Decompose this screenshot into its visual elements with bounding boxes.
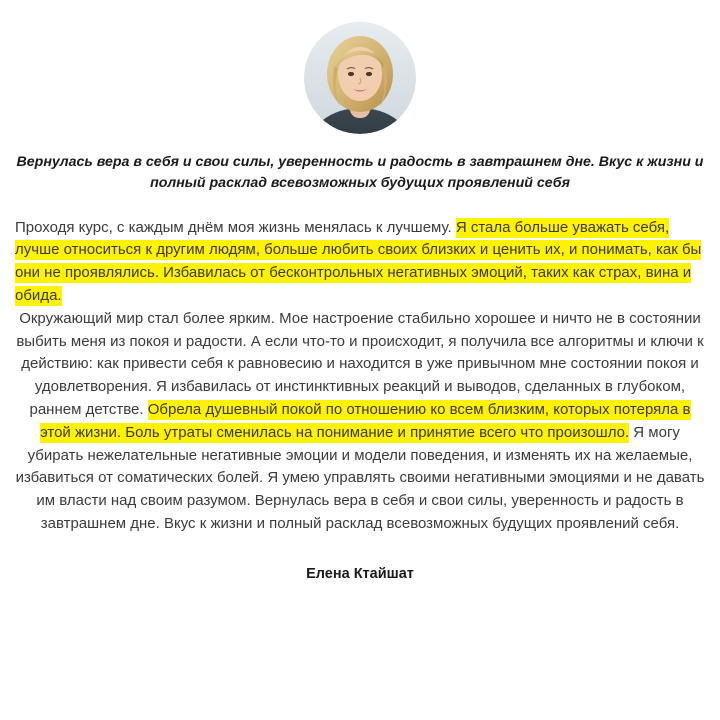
page-title: Вернулась вера в себя и свои силы, уверенность и радость в завтрашнем дне. Вкус к жизни и полный расклад всевозможных будущих проявлений себя bbox=[16, 154, 704, 192]
testimonial-paragraph-2 bbox=[15, 308, 705, 536]
avatar-wrapper bbox=[304, 22, 416, 134]
paragraph-1-lead: Проходя курс, с каждым днём моя жизнь менялась к лучшему. bbox=[15, 218, 456, 236]
testimonial-paragraph-1 bbox=[15, 217, 705, 308]
paragraph-2-highlight: Обрела душевный покой по отношению ко всем близким, которых потеряла в этой жизни. Боль утраты сменилась на понимание и принятие всего что произошло. bbox=[40, 400, 691, 441]
testimonial-body bbox=[15, 217, 705, 536]
paragraph-2-part-2: Я могу убирать нежелательные негативные эмоции и модели поведения, и изменять их на желаемые, избавиться от соматических болей. Я умею управлять своими негативными эмоциями и не давать им власти над своим разумом. Вернулась вера в себя и свои силы, уверенность и радость в завтрашнем дне. Вкус к жизни и полный расклад всевозможных будущих проявлений себя. bbox=[15, 423, 705, 532]
avatar bbox=[304, 22, 416, 134]
author-signature: Елена Ктайшат bbox=[306, 565, 414, 582]
paragraph-2-part-1: Окружающий мир стал более ярким. Мое настроение стабильно хорошее и ничто не в состоянии выбить меня из покоя и радости. А если что-то и происходит, я получила все алгоритмы и ключи к действию: как привести себя к равновесию и находится в уже привычном мне состоянии покоя и удовлетворения. Я избавилась от инстинктивных реакций и выводов, сделанных в глубоком, раннем детстве. bbox=[16, 309, 704, 418]
avatar-photo-icon bbox=[304, 22, 416, 134]
paragraph-1-highlight: Я стала больше уважать себя, лучше относиться к другим людям, больше любить своих близких и ценить их, и понимать, как бы они не проявлялись. Избавилась от бесконтрольных негативных эмоций, таких как страх, вина и обида. bbox=[15, 218, 702, 304]
